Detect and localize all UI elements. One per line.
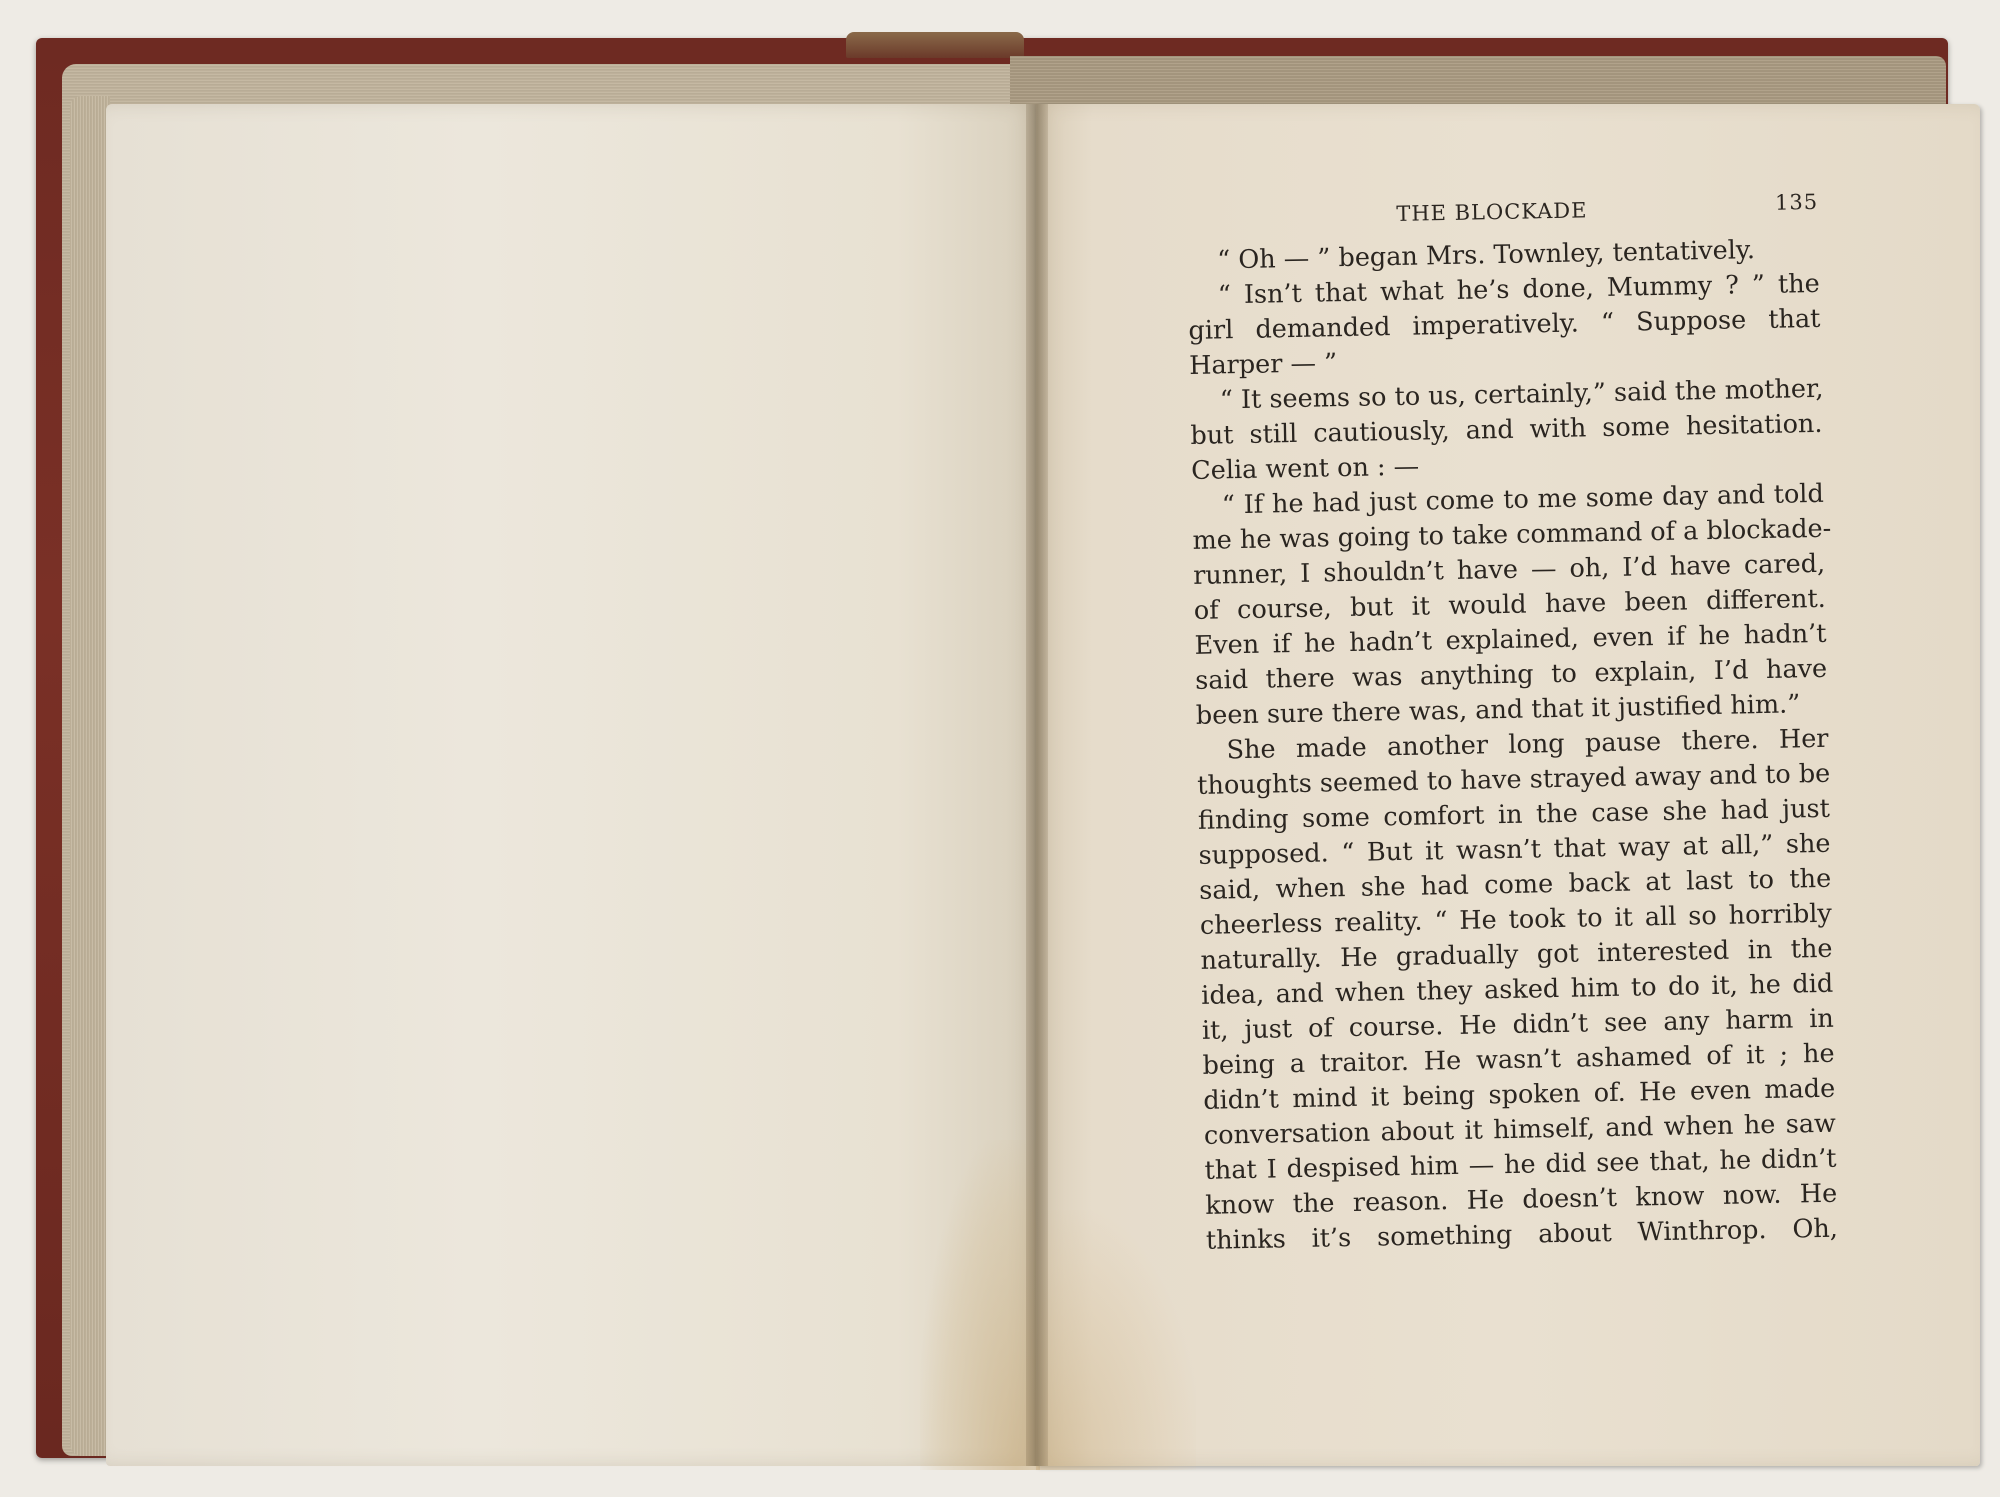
text-line: girl demanded imperatively. “ Suppose that [1188, 303, 1821, 346]
text-line: “ Isn’t that what he’s done, Mummy ? ” the [1217, 268, 1821, 311]
text-line: that I despised him — he did see that, he didn’t [1204, 1143, 1837, 1186]
text-line: me he was going to take command of a blockade- [1192, 513, 1832, 556]
text-line: being a traitor. He wasn’t ashamed of it ; he [1202, 1038, 1835, 1081]
text-line: conversation about it himself, and when he saw [1203, 1108, 1837, 1151]
text-line: but still cautiously, and with some hesitation. [1190, 408, 1823, 451]
text-line: runner, I shouldn’t have — oh, I’d have cared, [1192, 548, 1826, 591]
page-number: 135 [1774, 189, 1819, 215]
page-text-block [1186, 188, 1838, 1259]
text-line: didn’t mind it being spoken of. He even made [1203, 1073, 1836, 1116]
text-line: of course, but it would have been different. [1193, 583, 1827, 626]
text-line: supposed. “ But it wasn’t that way at all,” she [1198, 828, 1831, 871]
text-line: finding some comfort in the case she had just [1197, 793, 1831, 836]
text-line: it, just of course. He didn’t see any harm in [1201, 1003, 1835, 1046]
text-line: She made another long pause there. Her [1226, 723, 1829, 766]
text-line: Even if he hadn’t explained, even if he hadn’t [1194, 618, 1827, 661]
text-line: cheerless reality. “ He took to it all so horribly [1199, 898, 1833, 941]
book-spine-top [846, 32, 1024, 58]
text-line: Celia went on : — [1190, 451, 1420, 486]
text-line: said, when she had come back at last to the [1198, 863, 1832, 906]
text-line: Harper — ” [1188, 348, 1338, 381]
text-line: said there was anything to explain, I’d have [1194, 653, 1828, 696]
water-stain-right [1036, 1210, 1196, 1470]
text-line: been sure there was, and that it justified him.” [1195, 689, 1801, 731]
book-gutter [1026, 104, 1048, 1466]
text-line: know the reason. He doesn’t know now. He [1205, 1178, 1838, 1221]
running-head: THE BLOCKADE [1396, 198, 1588, 226]
text-line: idea, and when they asked him to do it, he did [1200, 968, 1834, 1011]
text-line: thinks it’s something about Winthrop. Oh, [1205, 1213, 1839, 1256]
text-line: thoughts seemed to have strayed away and to be [1196, 758, 1831, 801]
text-line: naturally. He gradually got interested in the [1200, 933, 1833, 976]
water-stain-left [920, 1140, 1040, 1470]
left-page-blank [106, 104, 1036, 1466]
text-line: “ If he had just come to me some day and told [1221, 478, 1825, 521]
body-text [1187, 232, 1838, 1259]
page-edges-side [70, 96, 110, 1456]
text-line: “ Oh — ” began Mrs. Townley, tentatively. [1216, 235, 1756, 276]
text-line: “ It seems so to us, certainly,” said the mother, [1219, 373, 1824, 416]
